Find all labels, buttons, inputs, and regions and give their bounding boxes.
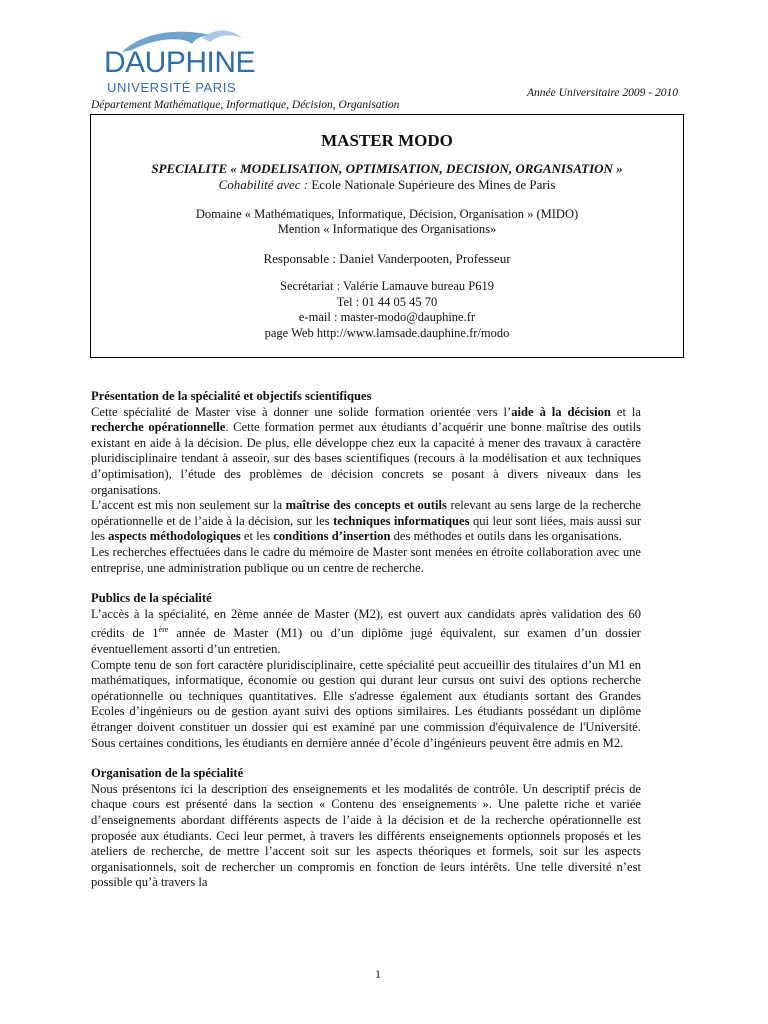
section-heading-publics: Publics de la spécialité <box>91 591 212 606</box>
secretariat-line: Secrétariat : Valérie Lamauve bureau P619 <box>280 279 494 293</box>
paragraph: Cette spécialité de Master vise à donner une solide formation orientée vers l’aide à la décision et la recherche opérationnelle. Cette formation permet aux étudiants d’acquérir une bonne maîtrise des outils existant en aide à la décision. De plus, elle développe chez eux la capacité à mener des travaux à caractère pluridisciplinaire tendant à asseoir, sur des bases scientifiques (recours à la modélisation et aux techniques d’optimisation), l’étude des problèmes de décision concrets se posant à divers niveaux dans les organisations. <box>91 404 641 497</box>
paragraph: Compte tenu de son fort caractère pluridisciplinaire, cette spécialité peut accueillir des titulaires d’un M1 en mathématiques, informatique, économie ou gestion qui durant leur cursus ont suivi des options recherche opérationnelle ou techniques quantitatives. Elle s'adresse également aux étudiants sortant des Grandes Ecoles d’ingénieurs ou de gestion ayant suivi des options similaires. Les étudiants possédant un diplôme étranger doivent constituer un dossier qui est examiné par une commission d'équivalence de l'Université. Sous certaines conditions, les étudiants en dernière année d’école d’ingénieurs peuvent être admis en M2. <box>91 657 641 750</box>
paragraph: Les recherches effectuées dans le cadre du mémoire de Master sont menées en étroite collaboration avec une entreprise, une administration publique ou un centre de recherche. <box>91 544 641 575</box>
email-line: e-mail : master-modo@dauphine.fr <box>298 310 476 324</box>
cohabilitation-label: Cohabilité avec : <box>218 177 309 192</box>
document-body <box>91 389 641 891</box>
section-heading-presentation: Présentation de la spécialité et objectifs scientifiques <box>91 389 372 403</box>
domain-block <box>91 207 683 237</box>
mention-line: Mention « Informatique des Organisations» <box>277 222 497 236</box>
cohabilitation-value: Ecole Nationale Supérieure des Mines de Paris <box>311 177 556 192</box>
cohabilitation-line <box>91 177 683 193</box>
responsable-line: Responsable : Daniel Vanderpooten, Professeur <box>263 251 511 266</box>
logo-wordmark: DAUPHINE <box>104 46 256 79</box>
contact-block <box>91 279 683 341</box>
page-number: 1 <box>375 967 381 981</box>
telephone-line: Tel : 01 44 05 45 70 <box>336 294 438 309</box>
logo-subtitle: UNIVERSITÉ PARIS <box>107 80 237 95</box>
program-title: MASTER MODO <box>321 131 453 150</box>
domain-line: Domaine « Mathématiques, Informatique, Décision, Organisation » (MIDO) <box>195 207 579 221</box>
academic-year: Année Universitaire 2009 - 2010 <box>527 87 678 99</box>
program-info-box <box>90 114 684 358</box>
paragraph: Nous présentons ici la description des enseignements et les modalités de contrôle. Un descriptif précis de chaque cours est présenté dans la section « Contenu des enseignements ». Une palette riche et variée d’enseignements abordant différents aspects de l’aide à la décision et de la recherche opérationnelle est proposée aux étudiants. Ceci leur permet, à travers les différents enseignements optionnels proposés et les ateliers de recherche, de mettre l’accent soit sur les aspects théoriques et formels, soit sur les aspects organisationnels, soit de rechercher un compromis en fonction de leurs intérêts. Une telle diversité n’est possible qu’à travers la <box>91 781 641 890</box>
website-line: page Web http://www.lamsade.dauphine.fr/modo <box>264 325 510 340</box>
section-heading-organisation: Organisation de la spécialité <box>91 766 244 781</box>
department-name: Département Mathématique, Informatique, Décision, Organisation <box>91 99 400 111</box>
paragraph: L’accès à la spécialité, en 2ème année de Master (M2), est ouvert aux candidats après validation des 60 crédits de 1ère année de Master (M1) ou d’un diplôme jugé équivalent, sur examen d’un dossier éventuellement assorti d’un entretien. <box>91 606 641 657</box>
university-logo <box>104 26 256 95</box>
speciality-line: SPECIALITE « MODELISATION, OPTIMISATION, DECISION, ORGANISATION » <box>151 161 623 176</box>
paragraph: L’accent est mis non seulement sur la maîtrise des concepts et outils relevant au sens large de la recherche opérationnelle et de l’aide à la décision, sur les techniques informatiques qui leur sont liées, mais aussi sur les aspects méthodologiques et les conditions d’insertion des méthodes et outils dans les organisations. <box>91 498 642 544</box>
